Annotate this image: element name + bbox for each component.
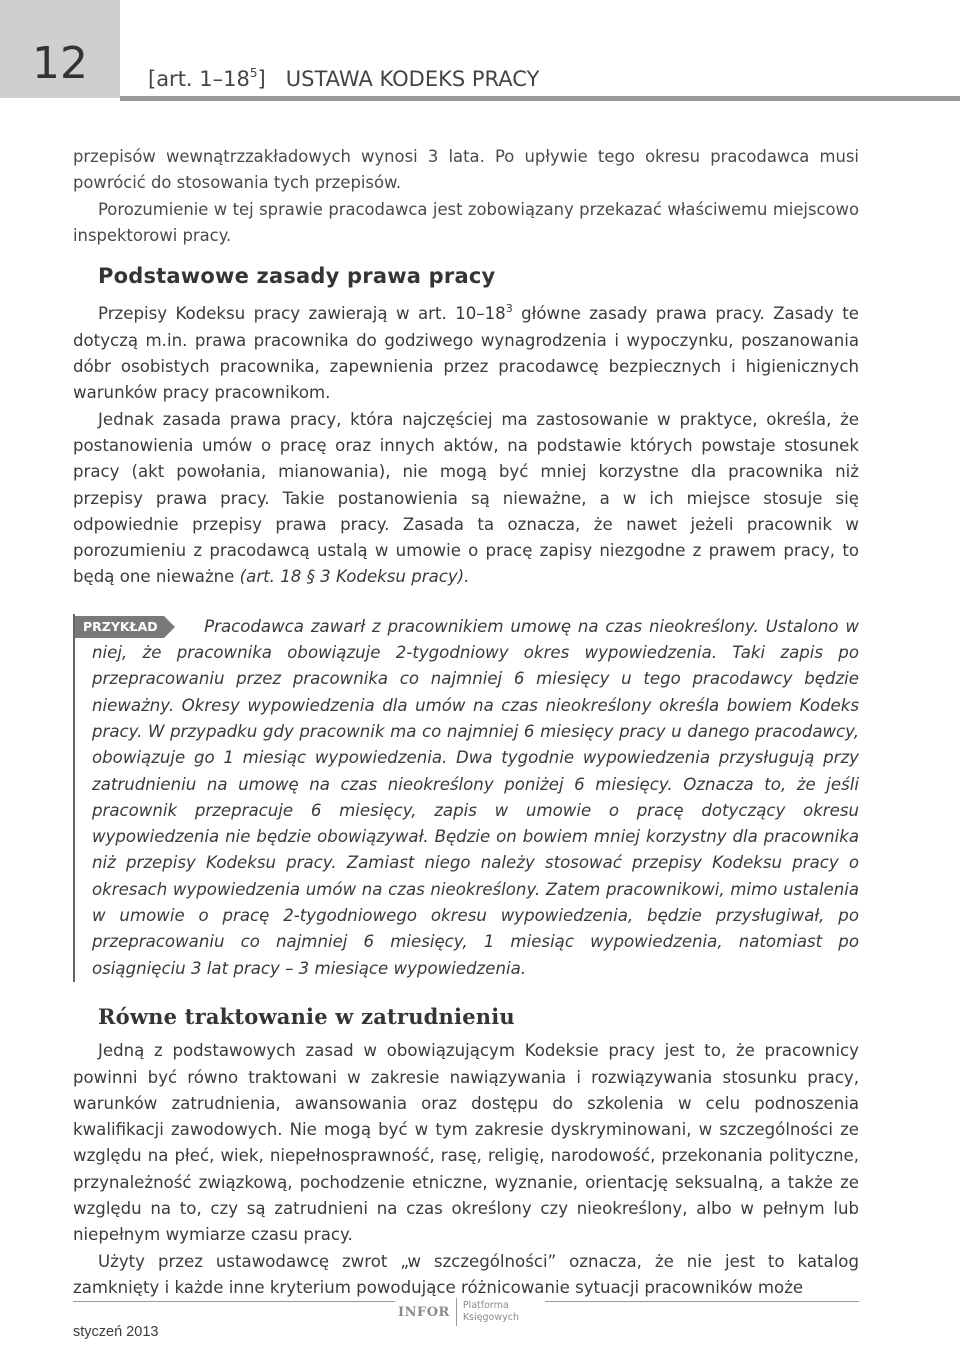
example-box [73,614,859,982]
publisher-logo [398,1294,543,1330]
page-number: 12 [32,38,88,89]
paragraph-4-reference: (art. 18 § 3 Kodeksu pracy). [239,567,470,587]
paragraph-4 [73,407,859,591]
publisher-subtitle-1: Platforma [462,1300,509,1311]
example-text: Pracodawca zawarł z pracownikiem umowę na czas nieokreślony. Ustalono w niej, że pracownika obowiązuje 2-tygodniowy okres wypowiedzenia. Taki zapis po przepracowaniu przez pracownika co najmniej 6 miesięcy u tego pracodawcy będzie nieważny. Okresy wypowiedzenia dla umów na czas nieokreślony określa bowiem Kodeks pracy. W przypadku gdy pracownik ma co najmniej 6 miesięcy pracy u danego pracodawcy, obowiązuje go 1 miesiąc wypowiedzenia. Dwa tygodnie wypowiedzenia przysługują przy zatrudnieniu na umowę na czas nieokreślony poniżej 6 miesięcy. Oznacza to, że jeśli pracownik przepracuje 6 miesięcy, zapis w umowie o pracę dotyczący okresu wypowiedzenia nie będzie obowiązywał. Będzie on bowiem mniej korzystny dla pracownika niż przepisy Kodeksu pracy. Zamiast niego należy stosować przepisy Kodeksu pracy o okresach wypowiedzenia umów na czas nieokreślony. Zatem pracownikowi, mimo ustalenia w umowie o pracę 2-tygodniowego okresu wypowiedzenia, będzie przysługiwał, po przepracowaniu co najmniej 6 miesięcy, 1 miesiąc wypowiedzenia, natomiast po osiągnięciu 3 lat pracy – 3 miesiące wypowiedzenia. [92,616,859,978]
section-range: [art. 1–18 [148,67,250,91]
running-head-title: USTAWA KODEKS PRACY [285,67,540,91]
logo-separator [456,1298,457,1326]
paragraph-3-sup: 3 [505,302,513,316]
running-head [148,66,539,91]
paragraph-3 [73,301,859,406]
publisher-subtitle [463,1300,519,1324]
section-range-close: ] [257,67,266,91]
heading-basic-principles: Podstawowe zasady prawa pracy [98,264,496,289]
header-rule [120,96,960,101]
paragraph-3-rest: główne zasady prawa pracy. Zasady te dotyczą m.in. prawa pracownika do godziwego wynagrodzenia i wypoczynku, poszanowania dóbr osobistych pracownika, zapewnienia przez pracodawcę bezpiecznych i higienicznych warunków pracy pracownikom. [73,304,860,403]
example-badge: PRZYKŁAD [75,616,164,638]
section-range-sup: 5 [249,66,258,80]
issue-date: styczeń 2013 [73,1324,159,1340]
paragraph-1: przepisów wewnątrzzakładowych wynosi 3 lata. Po upływie tego okresu pracodawca musi powrócić do stosowania tych przepisów. [73,147,859,193]
paragraph-4-text: Jednak zasada prawa pracy, która najczęściej ma zastosowanie w praktyce, określa, że postanowienia umów o pracę oraz innych aktów, na podstawie których powstaje stosunek pracy (akt powołania, mianowania), nie mogą być mniej korzystne dla pracownika niż przepisy prawa pracy. Takie postanowienia są nieważne, a w ich miejsce stosuje się odpowiednie przepisy prawa pracy. Zasada ta oznacza, że nawet jeżeli pracownik w porozumieniu z pracodawcą ustalą w umowie o pracę zapisy niezgodne z prawem pracy, to będą one nieważne [73,409,859,587]
paragraph-3-start: Przepisy Kodeksu pracy zawierają w art. 10–18 [98,304,506,324]
paragraph-2: Porozumienie w tej sprawie pracodawca jest zobowiązany przekazać właściwemu miejscowo inspektorowi pracy. [73,199,859,245]
footer-rule-left [73,1301,395,1302]
main-content [73,144,859,1301]
paragraph-6: Użyty przez ustawodawcę zwrot „w szczególności” oznacza, że nie jest to katalog zamknięty i każde inne kryterium powodujące różnicowanie sytuacji pracowników może [73,1251,859,1297]
heading-equal-treatment: Równe traktowanie w zatrudnieniu [98,1003,515,1029]
footer-rule-right [545,1301,859,1302]
paragraph-5: Jedną z podstawowych zasad w obowiązującym Kodeksie pracy jest to, że pracownicy powinni być równo traktowani w zakresie nawiązywania i rozwiązywania stosunku pracy, warunków zatrudnienia, awansowania oraz dostępu do szkolenia w celu podnoszenia kwalifikacji zawodowych. Nie mogą być w tym zakresie dyskryminowani, w szczególności ze względu na płeć, wiek, niepełnosprawność, rasę, religię, narodowość, przekonania polityczne, przynależność związkową, pochodzenie etniczne, wyznanie, orientację seksualną, a także ze względu na to, czy są zatrudnieni na czas określony czy nieokreślony, albo w pełnym lub niepełnym wymiarze czasu pracy. [73,1041,859,1245]
publisher-brand: INFOR [398,1304,450,1320]
publisher-subtitle-2: Księgowych [462,1312,519,1323]
